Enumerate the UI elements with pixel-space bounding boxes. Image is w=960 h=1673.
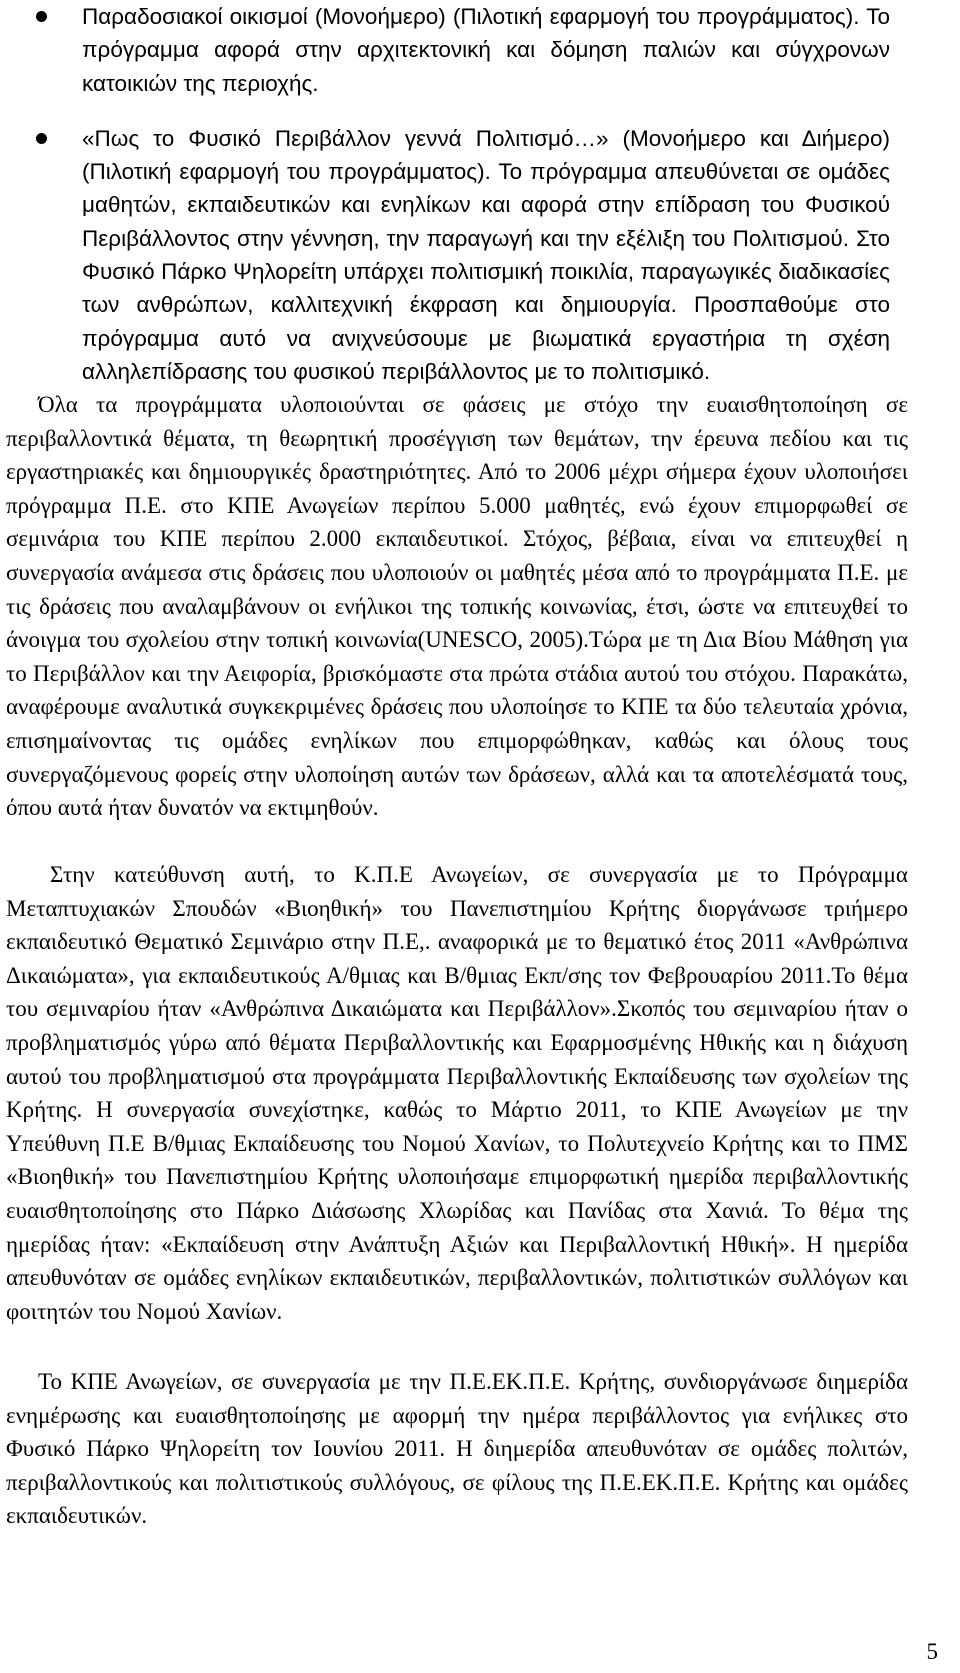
paragraph-2: Στην κατεύθυνση αυτή, το Κ.Π.Ε Ανωγείων, σε συνεργασία με το Πρόγραμμα Μεταπτυχιακών Σπουδών «Βιοηθική» του Πανεπιστημίου Κρήτης διοργάνωσε τριήμερο εκπαιδευτικό Θεματικό Σεμινάριο στην Π.Ε,. αναφορικά με το θεματικό έτος 2011 «Ανθρώπινα Δικαιώματα», για εκπαιδευτικούς Α/θμιας και Β/θμιας Εκπ/σης τον Φεβρουαρίου 2011.Το θέμα του σεμιναρίου ήταν «Ανθρώπινα Δικαιώματα και Περιβάλλον».Σκοπός του σεμιναρίου ήταν ο προβληματισμός γύρω από θέματα Περιβαλλοντικής και Εφαρμοσμένης Ηθικής και η διάχυση αυτού του προβληματισμού στα προγράμματα Περιβαλλοντικής Εκπαίδευσης των σχολείων της Κρήτης. Η συνεργασία συνεχίστηκε, καθώς το Μάρτιο 2011, το ΚΠΕ Ανωγείων με την Υπεύθυνη Π.Ε Β/θμιας Εκπαίδευσης του Νομού Χανίων, το Πολυτεχνείο Κρήτης και το ΠΜΣ «Βιοηθική» του Πανεπιστημίου Κρήτης υλοποιήσαμε επιμορφωτική ημερίδα περιβαλλοντικής ευαισθητοποίησης στο Πάρκο Διάσωσης Χλωρίδας και Πανίδας στα Χανιά. Το θέμα της ημερίδας ήταν: «Εκπαίδευση στην Ανάπτυξη Αξιών και Περιβαλλοντική Ηθική». Η ημερίδα απευθυνόταν σε ομάδες ενηλίκων εκπαιδευτικών, περιβαλλοντικών, πολιτιστικών συλλόγων και φοιτητών του Νομού Χανίων.: [6, 862, 908, 1324]
paragraph-3: Το ΚΠΕ Ανωγείων, σε συνεργασία με την Π.Ε.ΕΚ.Π.Ε. Κρήτης, συνδιοργάνωσε διημερίδα ενημέρωσης και ευαισθητοποίησης με αφορμή την ημέρα περιβάλλοντος για ενήλικες στο Φυσικό Πάρκο Ψηλορείτη τον Ιουνίου 2011. Η διημερίδα απευθυνόταν σε ομάδες πολιτών, περιβαλλοντικούς και πολιτιστικούς συλλόγους, σε φίλους της Π.Ε.ΕΚ.Π.Ε. Κρήτης και ομάδες εκπαιδευτικών.: [6, 1369, 908, 1529]
bullet-text-2: «Πως το Φυσικό Περιβάλλον γεννά Πολιτισμό…» (Μονοήμερο και Διήμερο) (Πιλοτική εφαρμογή του προγράμματος). Το πρόγραμμα απευθύνεται σε ομάδες μαθητών, εκπαιδευτικών και ενηλίκων και αφορά στην επίδραση του Φυσικού Περιβάλλοντος στην γέννηση, την παραγωγή και την εξέλιξη του Πολιτισμού. Στο Φυσικό Πάρκο Ψηλορείτη υπάρχει πολιτισμική ποικιλία, παραγωγικές διαδικασίες των ανθρώπων, καλλιτεχνική έκφραση και δημιουργία. Προσπαθούμε στο πρόγραμμα αυτό να ανιχνεύσουμε με βιωματικά εργαστήρια τη σχέση αλληλεπίδρασης του φυσικού περιβάλλοντος με το πολιτισμικό.: [82, 125, 890, 384]
page-number: 5: [926, 1639, 938, 1664]
bullet-icon: [36, 133, 47, 144]
paragraph-1: Όλα τα προγράμματα υλοποιούνται σε φάσεις με στόχο την ευαισθητοποίηση σε περιβαλλοντικά θέματα, τη θεωρητική προσέγγιση των θεμάτων, την έρευνα πεδίου και τις εργαστηριακές και δημιουργικές δραστηριότητες. Από το 2006 μέχρι σήμερα έχουν υλοποιήσει πρόγραμμα Π.Ε. στο ΚΠΕ Ανωγείων περίπου 5.000 μαθητές, ενώ έχουν επιμορφωθεί σε σεμινάρια του ΚΠΕ περίπου 2.000 εκπαιδευτικοί. Στόχος, βέβαια, είναι να επιτευχθεί η συνεργασία ανάμεσα στις δράσεις που υλοποιούν οι μαθητές μέσα από το προγράμματα Π.Ε. με τις δράσεις που αναλαμβάνουν οι ενήλικοι της τοπικής κοινωνίας, έτσι, ώστε να επιτευχθεί το άνοιγμα του σχολείου στην τοπική κοινωνία(UNESCO, 2005).Τώρα με τη Δια Βίου Μάθηση για το Περιβάλλον και την Αειφορία, βρισκόμαστε στα πρώτα στάδια αυτού του στόχου. Παρακάτω, αναφέρουμε αναλυτικά συγκεκριμένες δράσεις που υλοποίησε το ΚΠΕ τα δύο τελευταία χρόνια, επισημαίνοντας τις ομάδες ενηλίκων που επιμορφώθηκαν, καθώς και όλους τους συνεργαζόμενους φορείς στην υλοποίηση αυτών των δράσεων, αλλά και τα αποτελέσματά τους, όπου αυτά ήταν δυνατόν να εκτιμηθούν.: [6, 392, 908, 821]
bullet-item-2: [0, 122, 890, 388]
bullet-list: [0, 0, 960, 388]
bullet-item-1: [0, 0, 890, 100]
bullet-text-1: Παραδοσιακοί οικισμοί (Μονοήμερο) (Πιλοτική εφαρμογή του προγράμματος). Το πρόγραμμα αφορά στην αρχιτεκτονική και δόμηση παλιών και σύγχρονων κατοικιών της περιοχής.: [82, 4, 890, 96]
bullet-icon: [36, 11, 47, 22]
